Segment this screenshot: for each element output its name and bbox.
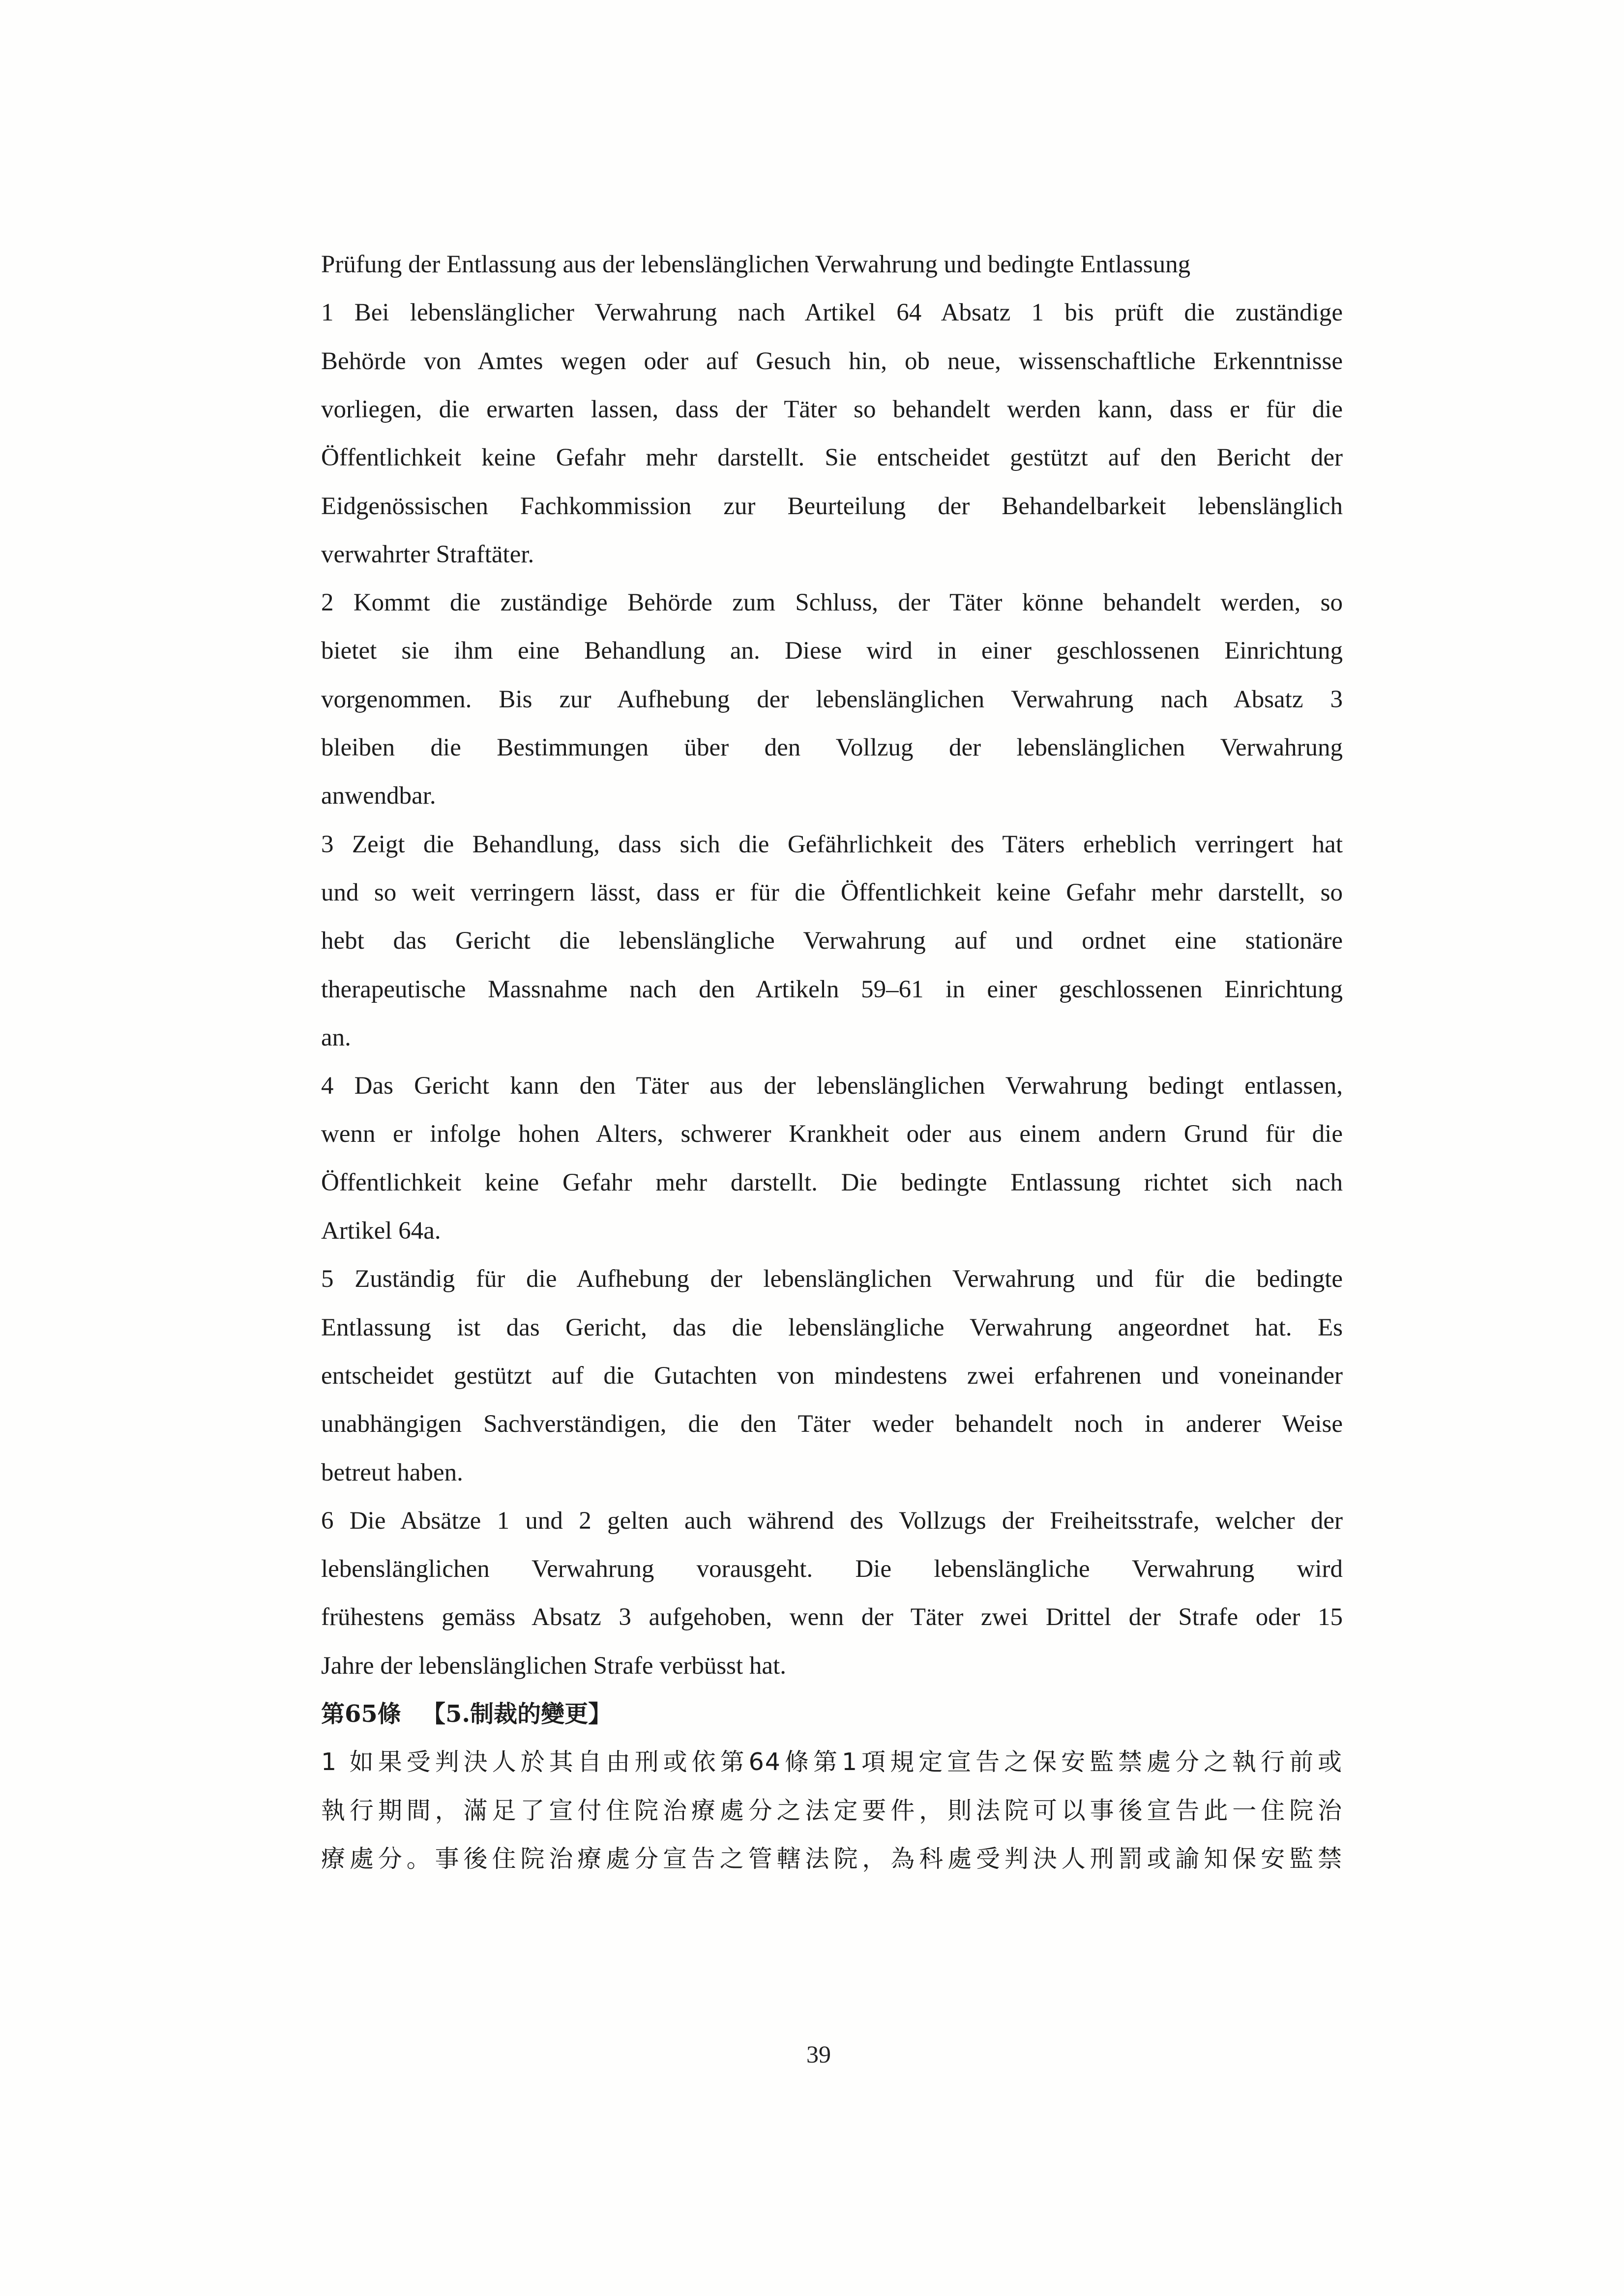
text-line: hebt das Gericht die lebenslängliche Verwahrung auf und ordnet eine stationäre: [321, 927, 1343, 955]
text-line: therapeutische Massnahme nach den Artikeln 59–61 in einer geschlossenen Einrichtung: [321, 976, 1343, 1003]
text-line: Eidgenössischen Fachkommission zur Beurteilung der Behandelbarkeit lebenslänglich: [321, 493, 1343, 520]
text-line: wenn er infolge hohen Alters, schwerer Krankheit oder aus einem andern Grund für die: [321, 1120, 1343, 1148]
text-line: betreut haben.: [321, 1459, 463, 1486]
text-line: Prüfung der Entlassung aus der lebenslänglichen Verwahrung und bedingte Entlassung: [321, 251, 1191, 278]
text-line: vorliegen, die erwarten lassen, dass der Täter so behandelt werden kann, dass er für die: [321, 396, 1343, 423]
chinese-text-line: 1 如果受判決人於其自由刑或依第64條第1項規定宣告之保安監禁處分之執行前或: [321, 1748, 1343, 1776]
text-line: 3 Zeigt die Behandlung, dass sich die Gefährlichkeit des Täters erheblich verringert hat: [321, 831, 1343, 858]
article-heading: [321, 1699, 1343, 1747]
text-line: bleiben die Bestimmungen über den Vollzug der lebenslänglichen Verwahrung: [321, 734, 1343, 761]
text-line: bietet sie ihm eine Behandlung an. Diese wird in einer geschlossenen Einrichtung: [321, 637, 1343, 665]
text-line: an.: [321, 1024, 351, 1051]
text-line: vorgenommen. Bis zur Aufhebung der lebenslänglichen Verwahrung nach Absatz 3: [321, 686, 1343, 713]
article-number: 第65條: [321, 1700, 401, 1728]
text-line: unabhängigen Sachverständigen, die den Täter weder behandelt noch in anderer Weise: [321, 1410, 1343, 1438]
text-line: Artikel 64a.: [321, 1217, 441, 1245]
text-line: und so weit verringern lässt, dass er für die Öffentlichkeit keine Gefahr mehr darstellt, so: [321, 879, 1343, 906]
text-line: Entlassung ist das Gericht, das die lebenslängliche Verwahrung angeordnet hat. Es: [321, 1314, 1343, 1341]
text-line: frühestens gemäss Absatz 3 aufgehoben, wenn der Täter zwei Drittel der Strafe oder 15: [321, 1603, 1343, 1631]
text-line: 6 Die Absätze 1 und 2 gelten auch während des Vollzugs der Freiheitsstrafe, welcher der: [321, 1507, 1343, 1535]
text-line: Behörde von Amtes wegen oder auf Gesuch hin, ob neue, wissenschaftliche Erkenntnisse: [321, 348, 1343, 375]
text-line: Öffentlichkeit keine Gefahr mehr darstellt. Die bedingte Entlassung richtet sich nach: [321, 1169, 1343, 1196]
text-line: entscheidet gestützt auf die Gutachten von mindestens zwei erfahrenen und voneinander: [321, 1362, 1343, 1390]
text-line: lebenslänglichen Verwahrung vorausgeht. Die lebenslängliche Verwahrung wird: [321, 1555, 1343, 1583]
chinese-text-line: 執行期間，滿足了宣付住院治療處分之法定要件，則法院可以事後宣告此一住院治: [321, 1797, 1343, 1825]
text-line: Öffentlichkeit keine Gefahr mehr darstellt. Sie entscheidet gestützt auf den Bericht der: [321, 444, 1343, 471]
text-line: 1 Bei lebenslänglicher Verwahrung nach Artikel 64 Absatz 1 bis prüft die zuständige: [321, 299, 1343, 326]
text-line: anwendbar.: [321, 782, 436, 810]
text-line: verwahrter Straftäter.: [321, 541, 534, 568]
article-title: 【5.制裁的變更】: [422, 1700, 612, 1728]
text-line: 5 Zuständig für die Aufhebung der lebenslänglichen Verwahrung und für die bedingte: [321, 1265, 1343, 1293]
chinese-text-line: 療處分。事後住院治療處分宣告之管轄法院，為科處受判決人刑罰或諭知保安監禁: [321, 1845, 1343, 1873]
text-line: 2 Kommt die zuständige Behörde zum Schluss, der Täter könne behandelt werden, so: [321, 589, 1343, 616]
text-line: Jahre der lebenslänglichen Strafe verbüsst hat.: [321, 1652, 786, 1680]
text-line: 4 Das Gericht kann den Täter aus der lebenslänglichen Verwahrung bedingt entlassen,: [321, 1072, 1343, 1100]
page-number: 39: [806, 2040, 831, 2068]
